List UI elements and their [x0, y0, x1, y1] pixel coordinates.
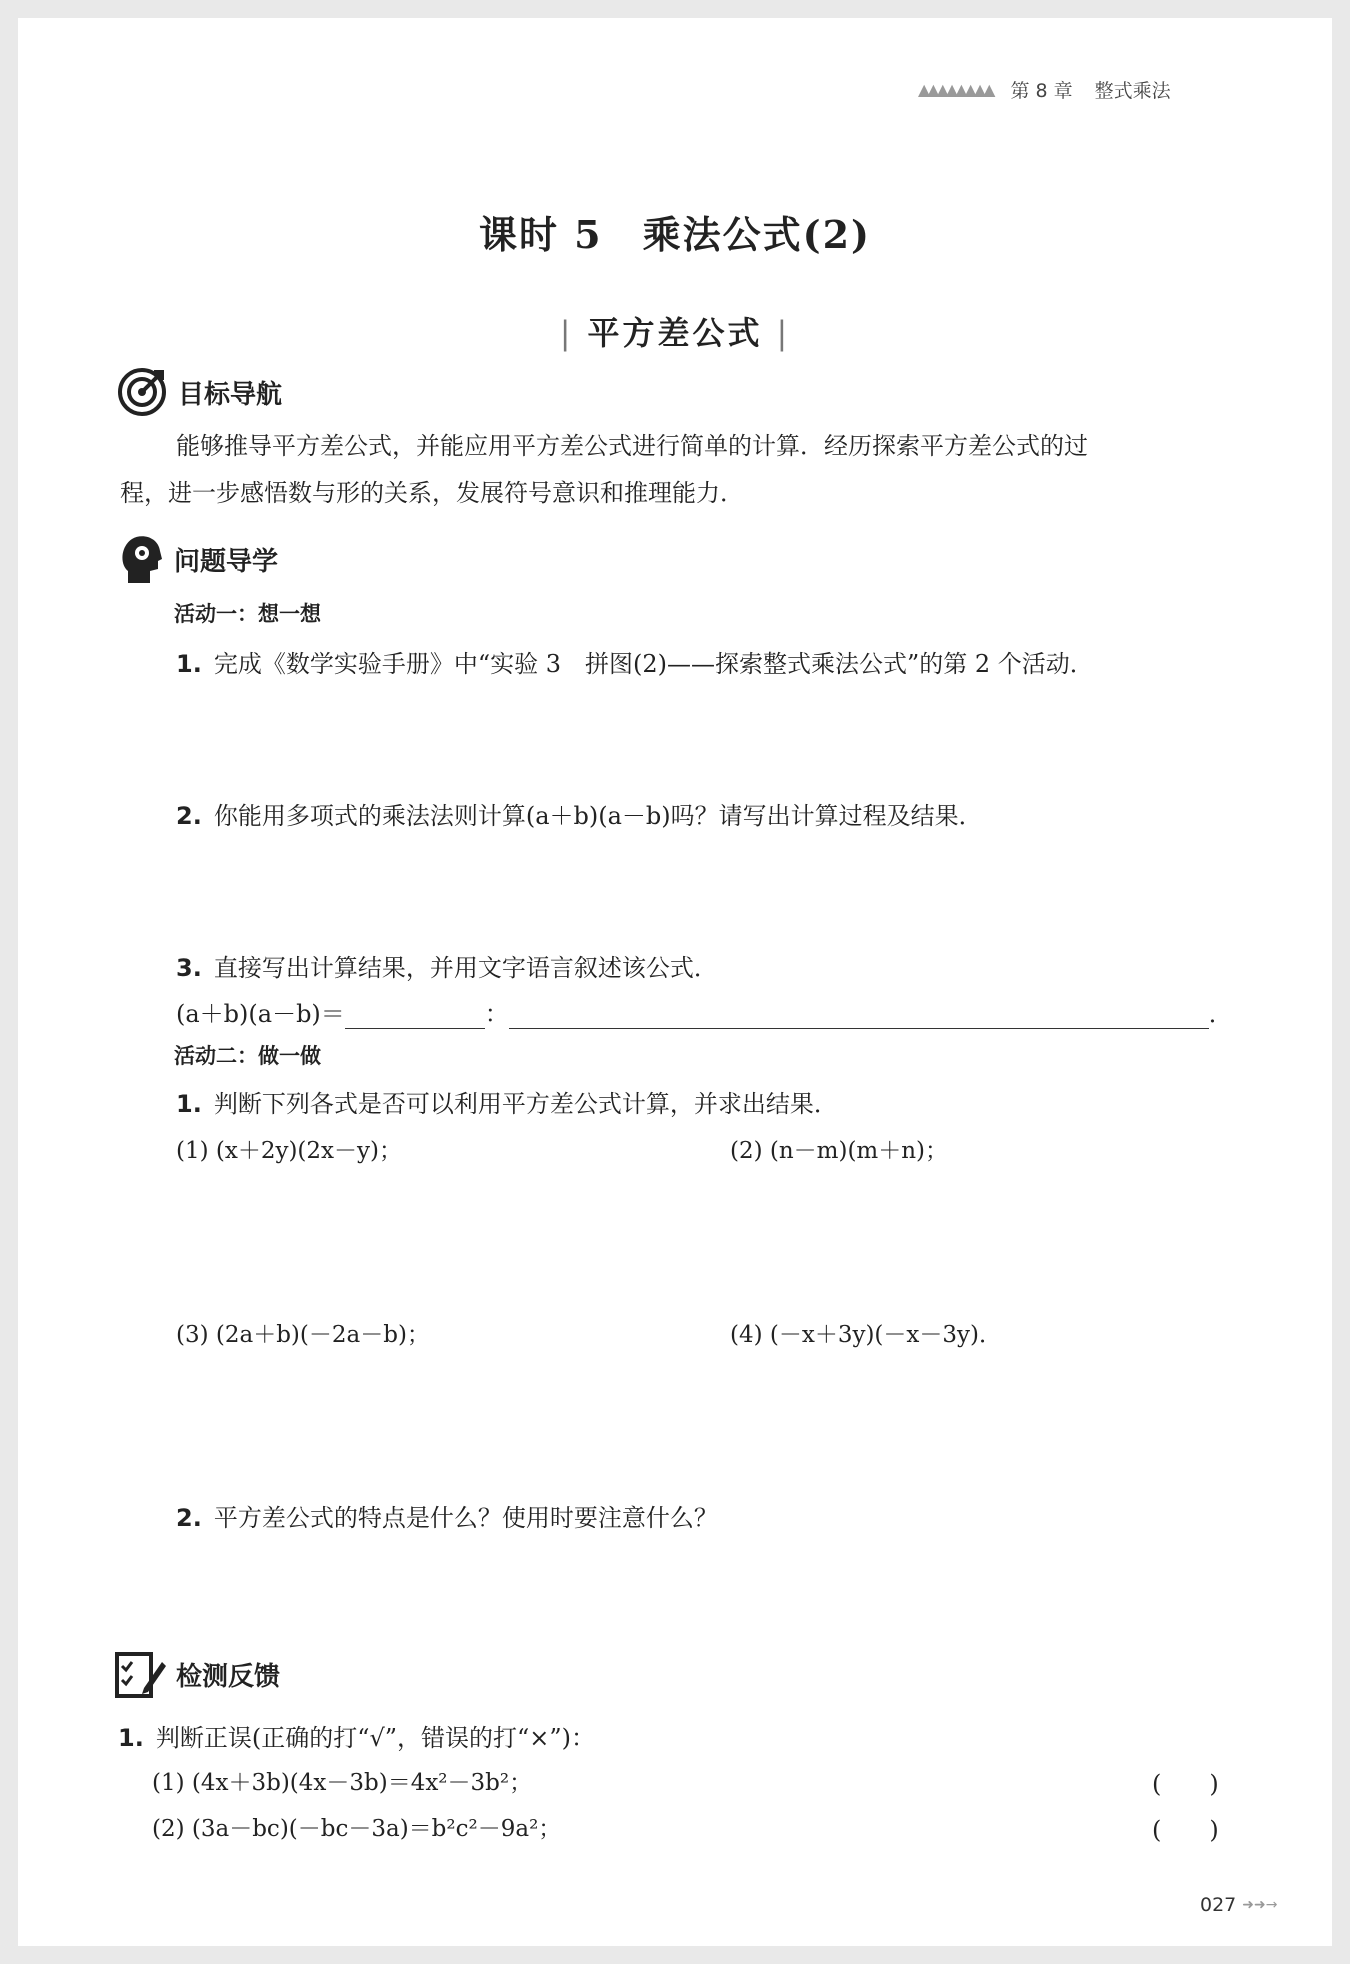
a1-q2-number: 2.	[176, 802, 202, 830]
a1-q3-number: 3.	[176, 954, 202, 982]
arrow-decoration-icon: ➜➜→	[1242, 1897, 1278, 1913]
colon: ：	[484, 1000, 509, 1028]
a2-item-1: (1) (x＋2y)(2x－y)；	[176, 1138, 402, 1164]
checklist-pencil-icon	[114, 1648, 166, 1700]
page-header	[918, 76, 1171, 103]
a1-question-3	[176, 948, 718, 983]
goals-heading	[116, 366, 282, 418]
a1-question-1	[176, 644, 1094, 679]
goals-text-line1: 能够推导平方差公式，并能应用平方差公式进行简单的计算．经历探索平方差公式的过	[176, 432, 1088, 460]
a1-question-2	[176, 796, 983, 831]
head-gear-icon	[118, 533, 164, 585]
fb-item-2-answer-box[interactable]: ( )	[1152, 1816, 1219, 1844]
feedback-question-1	[118, 1718, 595, 1753]
a1-q2-text: 你能用多项式的乘法法则计算(a＋b)(a－b)吗？请写出计算过程及结果．	[213, 802, 983, 830]
fb-item-1-answer-box[interactable]: ( )	[1152, 1770, 1219, 1798]
chapter-number: 第 8 章	[1010, 80, 1073, 102]
a1-q3-text: 直接写出计算结果，并用文字语言叙述该公式．	[213, 954, 718, 982]
fb-q1-number: 1.	[118, 1724, 144, 1752]
goals-heading-text: 目标导航	[178, 379, 283, 410]
a2-q1-text: 判断下列各式是否可以利用平方差公式计算，并求出结果．	[213, 1090, 838, 1118]
goals-text-line2: 程，进一步感悟数与形的关系，发展符号意识和推理能力．	[120, 479, 744, 507]
a2-q2-text: 平方差公式的特点是什么？使用时要注意什么？	[213, 1504, 718, 1532]
guide-heading	[118, 533, 278, 585]
a1-q1-text: 完成《数学实验手册》中“实验 3 拼图(2)——探索整式乘法公式”的第 2 个活动．	[213, 650, 1094, 678]
feedback-heading	[114, 1648, 280, 1700]
a2-item-3: (3) (2a＋b)(－2a－b)；	[176, 1322, 430, 1348]
result-blank[interactable]	[345, 1006, 485, 1029]
guide-heading-text: 问题导学	[174, 546, 279, 577]
subtitle-text: 平方差公式	[587, 314, 763, 352]
a2-question-2	[176, 1498, 718, 1533]
a2-item-2: (2) (n－m)(m＋n)；	[730, 1138, 949, 1164]
a1-q1-number: 1.	[176, 650, 202, 678]
period: ．	[1208, 1000, 1233, 1028]
statement-blank[interactable]	[509, 1006, 1209, 1029]
fb-q1-text: 判断正误(正确的打“√”，错误的打“×”)：	[155, 1724, 596, 1752]
a1-q3-fill-line	[176, 994, 1233, 1029]
fb-item-1: (1) (4x＋3b)(4x－3b)＝4x²－3b²；	[152, 1770, 533, 1796]
feedback-heading-text: 检测反馈	[176, 1661, 281, 1692]
fb-item-2: (2) (3a－bc)(－bc－3a)＝b²c²－9a²；	[152, 1816, 562, 1842]
a2-item-4: (4) (－x＋3y)(－x－3y)．	[730, 1322, 1002, 1348]
page-number	[1200, 1894, 1277, 1916]
activity1-label: 活动一：想一想	[174, 602, 321, 626]
a2-question-1	[176, 1084, 838, 1119]
target-icon	[116, 366, 168, 418]
chapter-title: 整式乘法	[1094, 80, 1171, 102]
a2-q1-number: 1.	[176, 1090, 202, 1118]
lesson-title: 课时 5 乘法公式(2)	[478, 212, 872, 257]
formula-text: (a＋b)(a－b)＝	[176, 1000, 345, 1028]
mountain-decoration-icon: ▲▲▲▲▲▲▲▲	[918, 80, 993, 99]
worksheet-page	[18, 18, 1332, 1946]
page-number-text: 027	[1200, 1894, 1237, 1916]
section-subtitle: | 平方差公式 |	[559, 314, 791, 352]
activity2-label: 活动二：做一做	[174, 1044, 321, 1068]
a2-q2-number: 2.	[176, 1504, 202, 1532]
